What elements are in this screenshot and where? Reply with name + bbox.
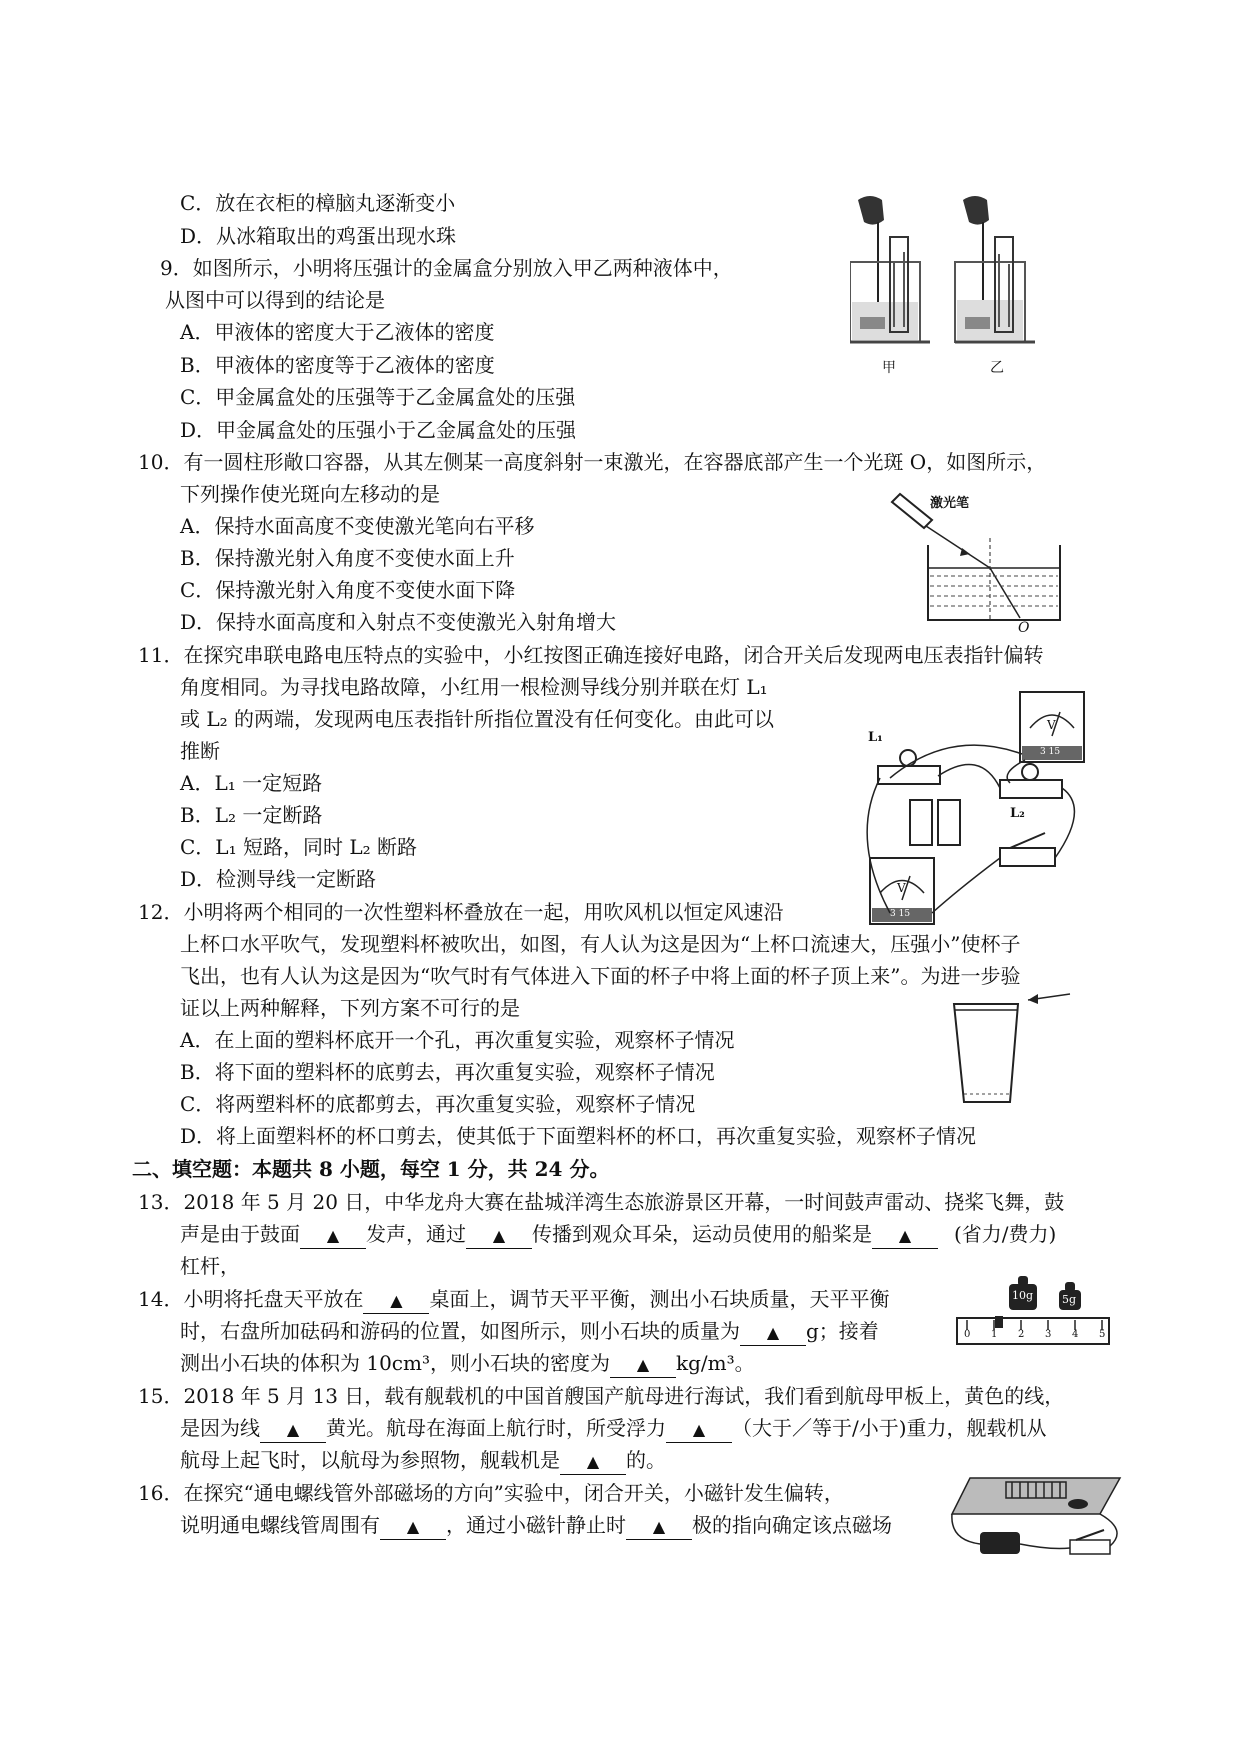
q9-label-yi: 乙 xyxy=(990,360,1004,376)
q14-text-a: 14．小明将托盘天平放在 xyxy=(138,1287,364,1311)
q11-stem-line1: 11．在探究串联电路电压特点的实验中，小红按图正确连接好电路，闭合开关后发现两电压表指针偏转 xyxy=(138,643,1044,667)
q12-option-b: B．将下面的塑料杯的底剪去，再次重复实验，观察杯子情况 xyxy=(180,1060,715,1084)
q11-option-d: D．检测导线一定断路 xyxy=(180,867,377,891)
q14-blank-1[interactable] xyxy=(363,1287,429,1314)
q13-blank-3[interactable] xyxy=(872,1222,938,1249)
q12-stem-line3: 飞出，也有人认为这是因为“吹气时有气体进入下面的杯子中将上面的杯子顶上来”。为进一步验 xyxy=(180,964,1021,988)
q11-fig-l1-label: L₁ xyxy=(868,730,883,745)
q11-option-a: A．L₁ 一定短路 xyxy=(180,771,323,795)
q14-line1 xyxy=(138,1287,889,1314)
q14-line2 xyxy=(180,1319,879,1346)
q14-text-f: kg/m³。 xyxy=(676,1351,755,1375)
blank-triangle-icon: ▲ xyxy=(652,1517,666,1536)
q13-text-d: (省力/费力) xyxy=(954,1222,1057,1246)
q13-line1: 13．2018 年 5 月 20 日，中华龙舟大赛在盐城洋湾生态旅游景区开幕，一时间鼓声雷动、挠桨飞舞，鼓 xyxy=(138,1190,1065,1214)
q15-blank-3[interactable] xyxy=(560,1448,626,1475)
blank-triangle-icon: ▲ xyxy=(390,1291,403,1310)
q14-text-e: 测出小石块的体积为 10cm³，则小石块的密度为 xyxy=(180,1351,610,1375)
q11-option-c: C．L₁ 短路，同时 L₂ 断路 xyxy=(180,835,417,859)
q13-blank-1[interactable] xyxy=(300,1222,366,1249)
q10-laser-container-figure xyxy=(880,490,1070,640)
q15-text-a: 是因为线 xyxy=(180,1416,260,1440)
q9-label-jia: 甲 xyxy=(882,360,896,376)
q14-balance-figure xyxy=(955,1272,1115,1352)
q14-tick-0: 0 xyxy=(964,1329,971,1340)
q11-fig-scale-bottom: 3 15 xyxy=(890,909,911,919)
q16-text-b: ，通过小磁针静止时 xyxy=(446,1513,626,1537)
q16-solenoid-figure xyxy=(950,1470,1130,1566)
blank-triangle-icon: ▲ xyxy=(636,1355,650,1374)
q15-line1: 15．2018 年 5 月 13 日，载有舰载机的中国首艘国产航母进行海试，我们看到航母甲板上，黄色的线， xyxy=(138,1384,1065,1408)
q12-stem-line2: 上杯口水平吹气，发现塑料杯被吹出，如图，有人认为这是因为“上杯口流速大，压强小”使杯子 xyxy=(180,932,1021,956)
blank-triangle-icon: ▲ xyxy=(406,1517,420,1536)
q10-option-c: C．保持激光射入角度不变使水面下降 xyxy=(180,578,516,602)
q14-tick-2: 2 xyxy=(1018,1329,1025,1340)
q14-weight-5g: 5g xyxy=(1062,1293,1077,1306)
q9-stem-line1: 9．如图所示，小明将压强计的金属盒分别放入甲乙两种液体中， xyxy=(160,256,733,280)
q11-fig-l2-label: L₂ xyxy=(1010,806,1025,821)
q9-option-d: D．甲金属盒处的压强小于乙金属盒处的压强 xyxy=(180,418,577,442)
q13-text-a: 声是由于鼓面 xyxy=(180,1222,300,1246)
q15-text-d: 航母上起飞时，以航母为参照物，舰载机是 xyxy=(180,1448,560,1472)
q11-stem-line3: 或 L₂ 的两端，发现两电压表指针所指位置没有任何变化。由此可以 xyxy=(180,707,775,731)
blank-triangle-icon: ▲ xyxy=(898,1226,912,1245)
q16-line2 xyxy=(180,1513,892,1540)
q16-text-c: 极的指向确定该点磁场 xyxy=(692,1513,892,1537)
q8-option-c: C．放在衣柜的樟脑丸逐渐变小 xyxy=(180,191,456,215)
blank-triangle-icon: ▲ xyxy=(286,1420,300,1439)
blank-triangle-icon: ▲ xyxy=(692,1420,706,1439)
q11-fig-voltmeter-v-bottom: V xyxy=(897,881,906,895)
blank-triangle-icon: ▲ xyxy=(766,1323,780,1342)
q14-blank-2[interactable] xyxy=(740,1319,806,1346)
q14-tick-1: 1 xyxy=(991,1329,998,1340)
q13-text-b: 发声，通过 xyxy=(366,1222,466,1246)
q13-line3: 杠杆， xyxy=(180,1254,240,1278)
q9-pressure-gauge-figure xyxy=(850,192,1050,392)
q12-option-a: A．在上面的塑料杯底开一个孔，再次重复实验，观察杯子情况 xyxy=(180,1028,735,1052)
q10-option-b: B．保持激光射入角度不变使水面上升 xyxy=(180,546,515,570)
blank-triangle-icon: ▲ xyxy=(492,1226,506,1245)
q15-text-b: 黄光。航母在海面上航行时，所受浮力 xyxy=(326,1416,666,1440)
q8-option-d: D．从冰箱取出的鸡蛋出现水珠 xyxy=(180,224,457,248)
q16-blank-2[interactable] xyxy=(626,1513,692,1540)
q16-blank-1[interactable] xyxy=(380,1513,446,1540)
q12-stem-line1: 12．小明将两个相同的一次性塑料杯叠放在一起，用吹风机以恒定风速沿 xyxy=(138,900,784,924)
q12-cups-figure xyxy=(950,990,1080,1110)
q14-text-c: 时，右盘所加砝码和游码的位置，如图所示，则小石块的质量为 xyxy=(180,1319,740,1343)
q10-option-a: A．保持水面高度不变使激光笔向右平移 xyxy=(180,514,535,538)
blank-triangle-icon: ▲ xyxy=(586,1452,600,1471)
q14-blank-3[interactable] xyxy=(610,1351,676,1378)
q14-text-d: g；接着 xyxy=(806,1319,879,1343)
q16-line1: 16．在探究“通电螺线管外部磁场的方向”实验中，闭合开关，小磁针发生偏转， xyxy=(138,1481,844,1505)
q15-line3 xyxy=(180,1448,666,1475)
q14-text-b: 桌面上，调节天平平衡，测出小石块质量，天平平衡 xyxy=(429,1287,890,1311)
q10-option-d: D．保持水面高度和入射点不变使激光入射角增大 xyxy=(180,610,617,634)
q11-stem-line4: 推断 xyxy=(180,739,220,763)
q11-option-b: B．L₂ 一定断路 xyxy=(180,803,323,827)
q15-line2 xyxy=(180,1416,1047,1443)
q10-stem-line1: 10．有一圆柱形敞口容器，从其左侧某一高度斜射一束激光，在容器底部产生一个光斑 O，如图所示， xyxy=(138,450,1047,474)
q14-tick-3: 3 xyxy=(1045,1329,1052,1340)
q11-fig-voltmeter-v-top: V xyxy=(1047,718,1056,732)
q12-option-d: D．将上面塑料杯的杯口剪去，使其低于下面塑料杯的杯口，再次重复实验，观察杯子情况 xyxy=(180,1124,977,1148)
q11-circuit-figure xyxy=(850,688,1090,928)
q12-option-c: C．将两塑料杯的底都剪去，再次重复实验，观察杯子情况 xyxy=(180,1092,696,1116)
q16-text-a: 说明通电螺线管周围有 xyxy=(180,1513,380,1537)
q14-line3 xyxy=(180,1351,755,1378)
q11-stem-line2: 角度相同。为寻找电路故障，小红用一根检测导线分别并联在灯 L₁ xyxy=(180,675,768,699)
q10-stem-line2: 下列操作使光斑向左移动的是 xyxy=(180,482,440,506)
q14-tick-4: 4 xyxy=(1072,1329,1079,1340)
q9-option-a: A．甲液体的密度大于乙液体的密度 xyxy=(180,320,495,344)
q13-text-c: 传播到观众耳朵，运动员使用的船桨是 xyxy=(532,1222,872,1246)
q11-fig-scale-top: 3 15 xyxy=(1040,747,1061,757)
q15-text-e: 的。 xyxy=(626,1448,666,1472)
section-2-heading: 二、填空题：本题共 8 小题，每空 1 分，共 24 分。 xyxy=(132,1157,610,1181)
q15-blank-2[interactable] xyxy=(666,1416,732,1443)
q15-blank-1[interactable] xyxy=(260,1416,326,1443)
q13-blank-2[interactable] xyxy=(466,1222,532,1249)
q9-option-c: C．甲金属盒处的压强等于乙金属盒处的压强 xyxy=(180,385,576,409)
q13-line2 xyxy=(180,1222,1056,1249)
q14-weight-10g: 10g xyxy=(1012,1289,1034,1302)
q10-spot-o-label: O xyxy=(1018,620,1030,636)
blank-triangle-icon: ▲ xyxy=(326,1226,340,1245)
q12-stem-line4: 证以上两种解释，下列方案不可行的是 xyxy=(180,996,520,1020)
q9-option-b: B．甲液体的密度等于乙液体的密度 xyxy=(180,353,495,377)
q15-text-c: （大于／等于/小于)重力，舰载机从 xyxy=(732,1416,1047,1440)
q10-laser-pen-label: 激光笔 xyxy=(930,496,970,511)
q9-stem-line2: 从图中可以得到的结论是 xyxy=(165,288,385,312)
q14-tick-5: 5 xyxy=(1099,1329,1106,1340)
